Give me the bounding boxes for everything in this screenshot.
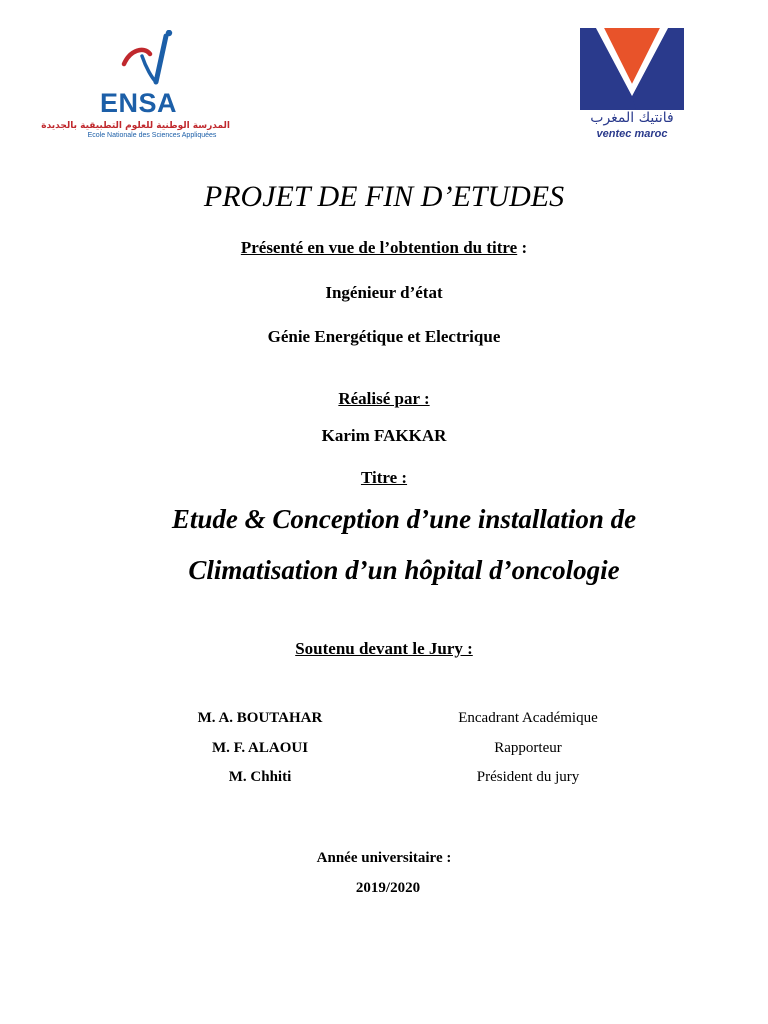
ensa-swoosh-icon [72, 30, 230, 90]
author-label: Réalisé par : [338, 389, 430, 408]
ensa-french-name: Ecole Nationale des Sciences Appliquées [87, 132, 217, 139]
page-title: PROJET DE FIN D’ETUDES [203, 180, 565, 213]
jury-member [0, 710, 768, 740]
jury-list [0, 710, 768, 799]
jury-member-name: M. A. BOUTAHAR [197, 710, 323, 726]
ventec-v-icon [578, 28, 686, 112]
jury-member [0, 740, 768, 770]
ventec-latin-name: ventec maroc [596, 128, 668, 140]
presentation-lead-colon: : [517, 238, 528, 257]
presentation-lead [0, 238, 768, 258]
jury-member [0, 769, 768, 799]
jury-label: Soutenu devant le Jury : [295, 639, 473, 658]
presentation-lead-text: Présenté en vue de l’obtention du titre [240, 238, 518, 257]
ventec-arabic-name: فانتيك المغرب [590, 110, 674, 126]
degree-title: Ingénieur d’état [325, 283, 443, 302]
ventec-logo [578, 28, 686, 144]
ensa-wordmark: ENSA [100, 88, 178, 118]
jury-member-role: Encadrant Académique [458, 710, 598, 726]
jury-member-role: Rapporteur [494, 739, 562, 756]
ensa-arabic-name: المدرسة الوطنية للعلوم التطبيقية بالجديدة [41, 121, 230, 131]
author-name: Karim FAKKAR [321, 426, 447, 445]
jury-member-name: M. F. ALAOUI [211, 739, 309, 756]
thesis-label: Titre : [360, 468, 408, 487]
academic-year-value: 2019/2020 [355, 880, 421, 896]
jury-member-role: Président du jury [476, 769, 580, 785]
thesis-title-line-2: Climatisation d’un hôpital d’oncologie [188, 555, 620, 585]
academic-year-label: Année universitaire : [316, 850, 452, 866]
ensa-logo [41, 30, 230, 142]
jury-member-name: M. Chhiti [228, 769, 292, 785]
speciality: Génie Energétique et Electrique [267, 327, 501, 346]
thesis-title-line-1: Etude & Conception d’une installation de [171, 504, 637, 534]
